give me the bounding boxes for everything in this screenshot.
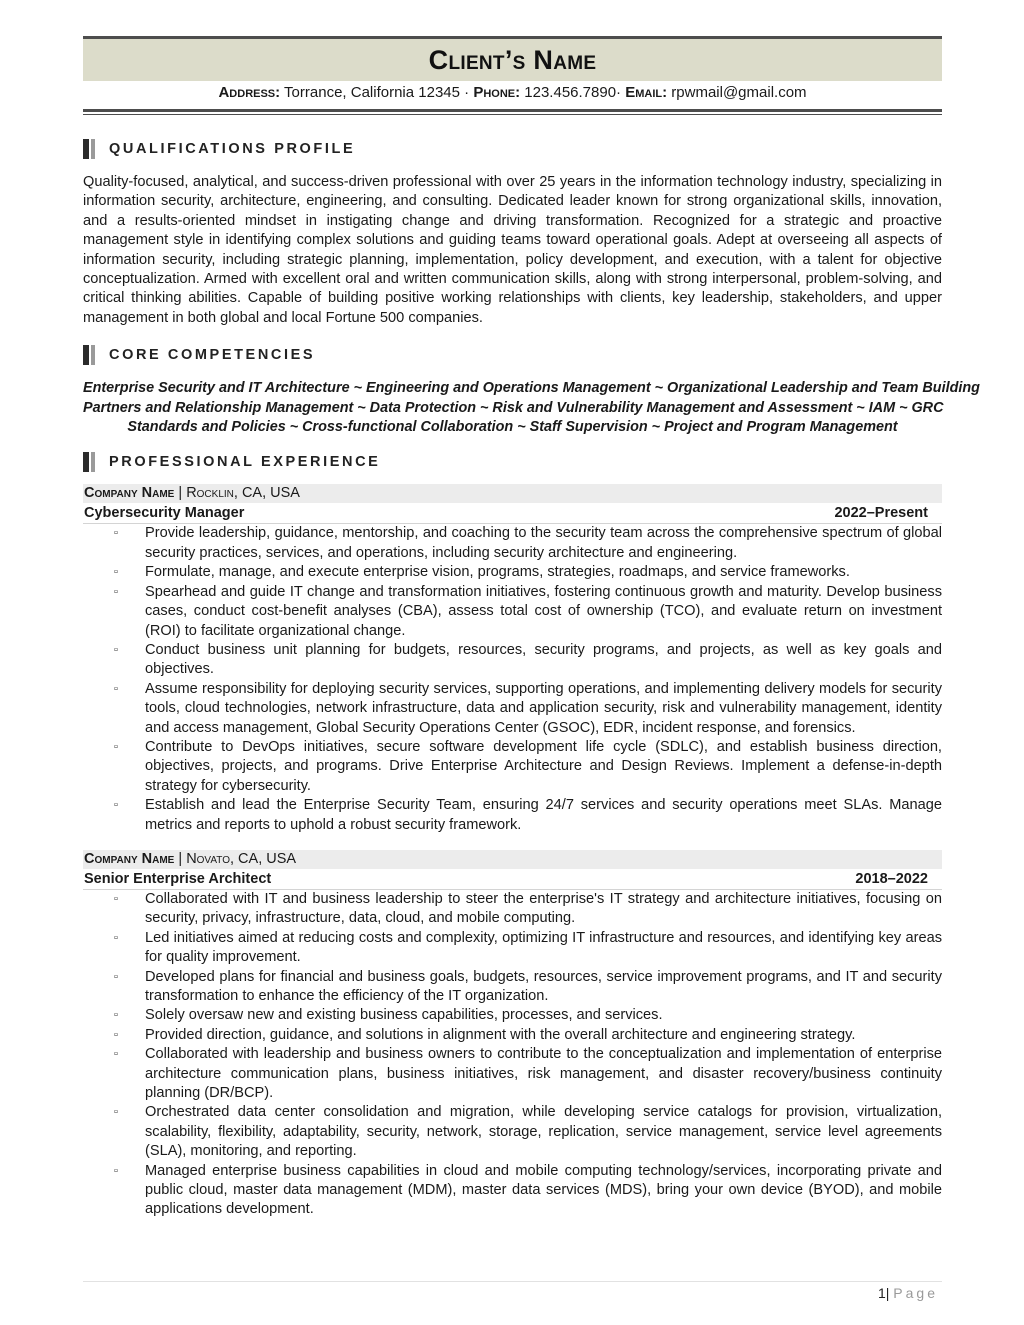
company-name: Company Name xyxy=(84,850,175,867)
company-line xyxy=(83,850,942,869)
square-bullet-icon: ▫ xyxy=(114,740,118,753)
page-footer xyxy=(878,1285,938,1301)
square-bullet-icon: ▫ xyxy=(114,527,118,540)
company-divider: | xyxy=(178,485,183,502)
core-competencies-list xyxy=(83,379,980,437)
bullet-text: Assume responsibility for deploying security services, supporting operations, and implementing delivery models for security tools, cloud technologies, network infrastructure, data and application security, risk and vulnerability management, identity and access management, Global Security Operations Center (GSOC), EDR, incident response, and forensics. xyxy=(145,680,942,736)
square-bullet-icon: ▫ xyxy=(114,682,118,695)
company-location: Rocklin, CA, USA xyxy=(186,485,300,502)
bullet-text: Collaborated with IT and business leadership to steer the enterprise's IT strategy and architecture initiatives, focusing on security, privacy, infrastructure, data, cloud, and mobile computing. xyxy=(145,890,942,927)
name-band xyxy=(83,39,942,81)
bullet-text: Formulate, manage, and execute enterprise vision, programs, strategies, roadmaps, and service frameworks. xyxy=(145,564,850,581)
bullet-text: Contribute to DevOps initiatives, secure software development life cycle (SDLC), and establish business direction, objectives, projects, and programs. Drive Enterprise Architecture and Design Reviews. Implement a defense-in-depth strategy for cybersecurity. xyxy=(145,738,942,794)
role-line xyxy=(83,869,942,890)
phone-label: Phone: xyxy=(473,84,521,101)
list-item xyxy=(83,1006,942,1025)
competency-line: Partners and Relationship Management ~ Data Protection ~ Risk and Vulnerability Management and Assessment ~ IAM ~ GRC xyxy=(83,399,944,416)
square-bullet-icon: ▫ xyxy=(114,1164,118,1177)
qualifications-title: QUALIFICATIONS PROFILE xyxy=(109,141,356,157)
bullet-text: Developed plans for financial and business goals, budgets, resources, service improvement programs, and IT and security transformation to enhance the efficiency of the IT organization. xyxy=(145,968,942,1004)
experience-title: PROFESSIONAL EXPERIENCE xyxy=(109,454,381,471)
list-item xyxy=(83,796,942,835)
square-bullet-icon: ▫ xyxy=(114,1106,118,1119)
page-number: 1 xyxy=(877,1285,886,1301)
address-value: Torrance, California 12345 xyxy=(284,84,460,101)
competencies-section-heading xyxy=(83,343,942,367)
contact-separator: · xyxy=(464,84,470,101)
company-location: Novato, CA, USA xyxy=(186,850,297,867)
qualifications-profile-text: Quality-focused, analytical, and success-driven professional with over 25 years in the information technology industry, specializing in information security, architecture, engineering, and consulting. Dedicated leader known for strong organizational skills, innovation, and a results-oriented mindset in instigating change and driving transformation. Recognized for a strategic and proactive management style in identifying complex solutions and guiding teams toward operational goals. Adept at overseeing all aspects of information security, including strategic planning, implementation, policy development, and execution, with a talent for objective conceptualization. Armed with excellent oral and written communication skills, along with strong interpersonal, problem-solving, and critical thinking abilities. Capable of building positive working relationships with clients, key leadership, stakeholders, and upper management in both global and local Fortune 500 companies. xyxy=(83,174,942,326)
header-double-rule xyxy=(83,109,942,115)
email-value: rpwmail@gmail.com xyxy=(671,84,807,101)
bullet-text: Provided direction, guidance, and solutions in alignment with the overall architecture and engineering strategy. xyxy=(145,1026,856,1043)
email-label: Email: xyxy=(625,84,668,101)
client-name: Client’s Name xyxy=(428,44,597,75)
list-item xyxy=(83,1103,942,1161)
square-bullet-icon: ▫ xyxy=(114,892,118,905)
list-item xyxy=(83,1162,942,1220)
section-marker-icon xyxy=(83,345,95,365)
bullet-text: Managed enterprise business capabilities in cloud and mobile computing technology/services, incorporating private and public cloud, master data management (MDM), master data services (MDS), bring your own device (BYOD), and mobile applications development. xyxy=(145,1162,942,1218)
square-bullet-icon: ▫ xyxy=(114,1028,118,1041)
square-bullet-icon: ▫ xyxy=(114,799,118,812)
page-label: Page xyxy=(893,1285,938,1301)
bullet-text: Orchestrated data center consolidation and migration, while developing service catalogs for provision, virtualization, scalability, flexibility, adaptability, security, network, storage, replication, service management, service level agreements (SLA), monitoring, and reporting. xyxy=(145,1104,942,1160)
competencies-title: CORE COMPETENCIES xyxy=(109,347,316,364)
footer-rule xyxy=(83,1281,942,1282)
square-bullet-icon: ▫ xyxy=(114,970,118,983)
square-bullet-icon: ▫ xyxy=(114,566,118,579)
competency-line: Standards and Policies ~ Cross-functional Collaboration ~ Staff Supervision ~ Project and Program Management xyxy=(127,419,898,436)
contact-line xyxy=(83,84,942,105)
role-line xyxy=(83,503,942,524)
square-bullet-icon: ▫ xyxy=(114,931,118,944)
square-bullet-icon: ▫ xyxy=(114,1048,118,1061)
address-label: Address: xyxy=(218,84,281,101)
list-item xyxy=(83,929,942,968)
section-marker-icon xyxy=(83,452,95,472)
job-title: Cybersecurity Manager xyxy=(84,505,245,522)
company-name: Company Name xyxy=(84,485,175,502)
qualifications-section-heading xyxy=(83,137,942,161)
job-title: Senior Enterprise Architect xyxy=(84,870,272,887)
bullet-text: Led initiatives aimed at reducing costs and complexity, optimizing IT infrastructure and resources, and identifying key areas for quality improvement. xyxy=(145,929,942,966)
competency-line: Enterprise Security and IT Architecture ~ Engineering and Operations Management ~ Organizational Leadership and Team Building xyxy=(83,380,980,397)
list-item xyxy=(83,1026,942,1045)
section-marker-icon xyxy=(83,139,95,159)
resume-content xyxy=(83,36,980,1220)
job-entry xyxy=(83,484,942,835)
experience-section-heading xyxy=(83,450,942,474)
bullet-text: Conduct business unit planning for budgets, resources, security programs, and projects, as well as key goals and objectives. xyxy=(145,641,942,678)
list-item xyxy=(83,583,942,641)
list-item xyxy=(83,968,942,1007)
list-item xyxy=(83,680,942,738)
phone-value: 123.456.7890· xyxy=(524,84,622,101)
page-divider: | xyxy=(885,1285,890,1301)
list-item xyxy=(83,563,942,582)
bullet-text: Spearhead and guide IT change and transformation initiatives, fostering continuous growth and maturity. Develop business cases, conduct cost-benefit analyses (CBA), assess total cost of ownership (TCO), and evaluate return on investment (ROI) to facilitate organizational change. xyxy=(145,583,942,639)
square-bullet-icon: ▫ xyxy=(114,643,118,656)
list-item xyxy=(83,524,942,563)
square-bullet-icon: ▫ xyxy=(114,585,118,598)
bullet-text: Establish and lead the Enterprise Security Team, ensuring 24/7 services and security operations meet SLAs. Manage metrics and reports to uphold a robust security framework. xyxy=(145,797,942,833)
square-bullet-icon: ▫ xyxy=(114,1009,118,1022)
job-dates: 2018–2022 xyxy=(855,870,928,887)
bullet-text: Collaborated with leadership and business owners to contribute to the conceptualization and implementation of enterprise architecture communication plans, business initiatives, risk management, and disaster recovery/business continuity planning (DR/BCP). xyxy=(145,1046,942,1102)
bullet-text: Solely oversaw new and existing business capabilities, processes, and services. xyxy=(145,1007,663,1024)
job-entry xyxy=(83,850,942,1220)
list-item xyxy=(83,641,942,680)
list-item xyxy=(83,1045,942,1103)
company-divider: | xyxy=(178,850,183,867)
job-bullets xyxy=(83,890,942,1220)
job-bullets xyxy=(83,524,942,835)
company-line xyxy=(83,484,942,503)
list-item xyxy=(83,738,942,796)
list-item xyxy=(83,890,942,929)
bullet-text: Provide leadership, guidance, mentorship, and coaching to the security team across the comprehensive spectrum of global security practices, services, and operations, including security architecture and engineering. xyxy=(145,525,942,561)
job-dates: 2022–Present xyxy=(834,505,928,522)
